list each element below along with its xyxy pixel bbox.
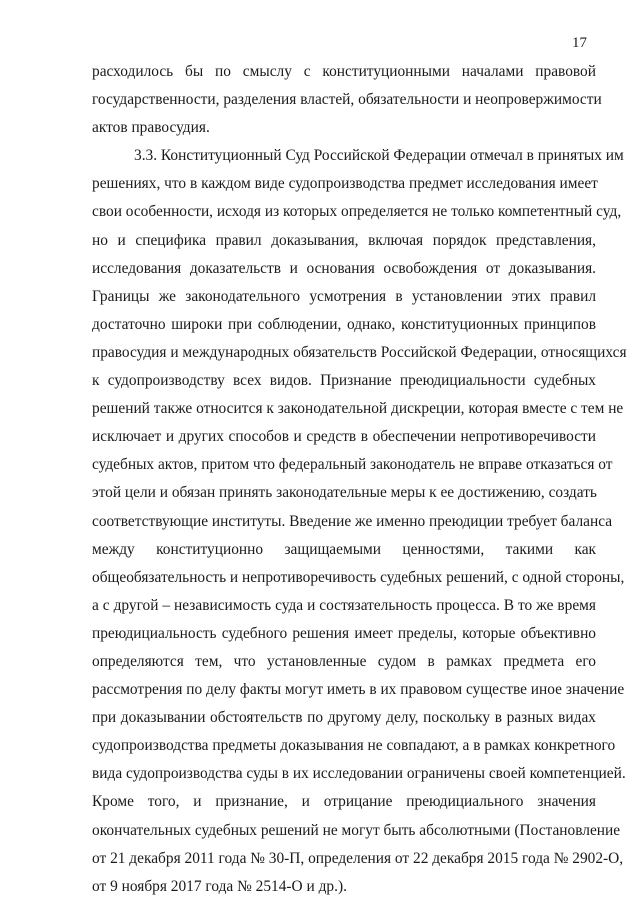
- text-line: рассмотрения по делу факты могут иметь в их правовом существе иное значение: [92, 681, 625, 699]
- text-line: но и специфика правил доказывания, включая порядок представления,: [92, 231, 596, 249]
- paragraph-1: [92, 58, 602, 142]
- text-line: при доказывании обстоятельств по другому делу, поскольку в разных видах: [92, 709, 596, 727]
- text-line: свои особенности, исходя из которых определяется не только компетентный суд,: [92, 203, 622, 221]
- text-line: определяются тем, что установленные судом в рамках предмета его: [92, 652, 596, 670]
- text-line: правосудия и международных обязательств Российской Федерации, относящихся: [92, 343, 627, 361]
- text-line: судебных актов, притом что федеральный законодатель не вправе отказаться от: [92, 456, 613, 474]
- text-line: решениях, что в каждом виде судопроизводства предмет исследования имеет: [92, 175, 598, 193]
- paragraph-2: [92, 142, 627, 901]
- text-line: 3.3. Конституционный Суд Российской Федерации отмечал в принятых им: [134, 147, 624, 165]
- text-line: преюдициальность судебного решения имеет пределы, которые объективно: [92, 624, 596, 642]
- text-line: исключает и других способов и средств в обеспечении непротиворечивости: [92, 428, 596, 446]
- text-line: государственности, разделения властей, обязательности и неопровержимости: [92, 91, 602, 109]
- text-line: исследования доказательств и основания освобождения от доказывания.: [92, 259, 596, 277]
- text-line: актов правосудия.: [92, 119, 210, 137]
- text-line: общеобязательность и непротиворечивость судебных решений, с одной стороны,: [92, 568, 625, 586]
- text-line: соответствующие институты. Введение же именно преюдиции требует баланса: [92, 512, 613, 530]
- text-line: достаточно широки при соблюдении, однако, конституционных принципов: [92, 315, 596, 333]
- document-body: [92, 58, 627, 901]
- text-line: между конституционно защищаемыми ценностями, такими как: [92, 540, 596, 558]
- text-line: Кроме того, и признание, и отрицание преюдициального значения: [92, 793, 596, 811]
- page-number: 17: [572, 35, 587, 51]
- text-line: от 21 декабря 2011 года № 30-П, определения от 22 декабря 2015 года № 2902-О,: [92, 849, 624, 867]
- text-line: этой цели и обязан принять законодательные меры к ее достижению, создать: [92, 484, 597, 502]
- text-line: от 9 ноября 2017 года № 2514-О и др.).: [92, 877, 347, 895]
- text-line: вида судопроизводства суды в их исследовании ограничены своей компетенцией.: [92, 765, 626, 783]
- text-line: судопроизводства предметы доказывания не совпадают, а в рамках конкретного: [92, 737, 616, 755]
- text-line: расходилось бы по смыслу с конституционными началами правовой: [92, 63, 596, 80]
- text-line: окончательных судебных решений не могут быть абсолютными (Постановление: [92, 821, 621, 839]
- text-line: к судопроизводству всех видов. Признание преюдициальности судебных: [92, 372, 596, 390]
- text-line: решений также относится к законодательной дискреции, которая вместе с тем не: [92, 400, 624, 418]
- text-line: Границы же законодательного усмотрения в установлении этих правил: [92, 287, 596, 305]
- text-line: а с другой – независимость суда и состязательность процесса. В то же время: [92, 596, 596, 614]
